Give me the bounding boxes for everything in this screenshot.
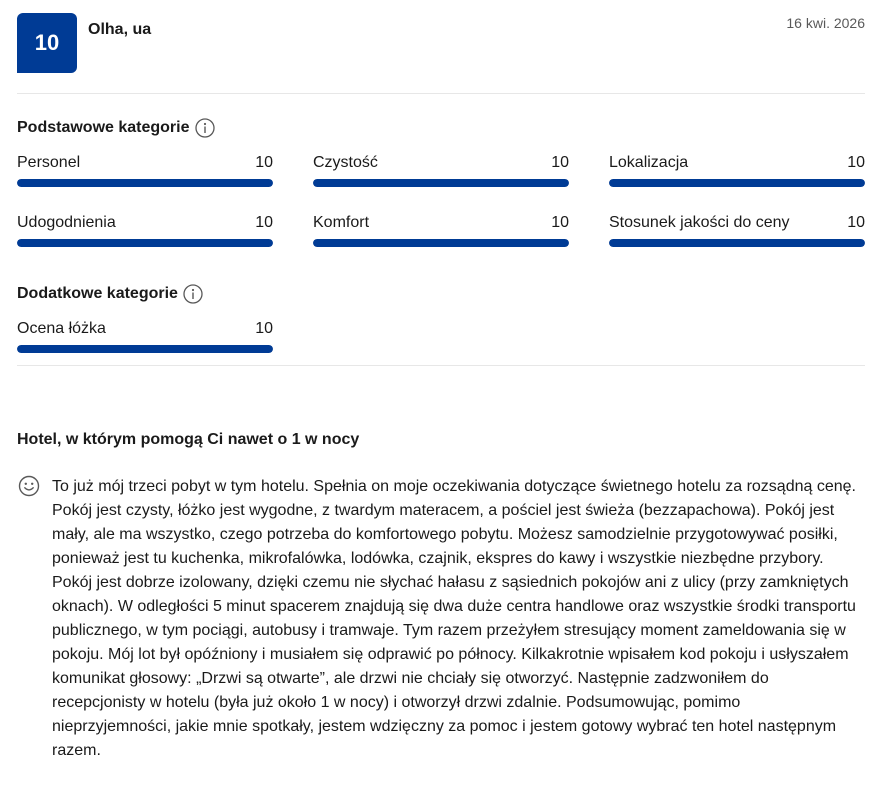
category-bar: [17, 179, 273, 187]
category-bar: [17, 239, 273, 247]
category-label: Udogodnienia: [17, 214, 116, 231]
category-bar: [313, 179, 569, 187]
category-bar: [17, 345, 273, 353]
category-komfort: [313, 213, 569, 247]
review-score-badge: 10: [17, 13, 77, 73]
categories-divider: [17, 365, 865, 366]
category-score: 10: [255, 214, 273, 231]
category-bar-fill: [313, 179, 569, 187]
category-lokalizacja: [609, 153, 865, 187]
extra-categories-title: Dodatkowe kategorie: [17, 285, 178, 302]
category-score: 10: [255, 320, 273, 337]
category-label: Ocena łóżka: [17, 320, 106, 337]
category-score: 10: [551, 154, 569, 171]
category-bar: [609, 179, 865, 187]
category-bar-fill: [609, 179, 865, 187]
category-score: 10: [847, 154, 865, 171]
category-bar-fill: [17, 345, 273, 353]
category-personel: [17, 153, 273, 187]
basic-categories-title: Podstawowe kategorie: [17, 119, 190, 136]
category-label: Personel: [17, 154, 81, 171]
category-bar-fill: [17, 239, 273, 247]
category-bar: [609, 239, 865, 247]
category-score: 10: [551, 214, 569, 231]
category-value-for-money: [609, 213, 865, 247]
category-label: Lokalizacja: [609, 154, 689, 171]
reviewer-name[interactable]: Olha, ua: [88, 21, 152, 38]
category-bed-rating: [17, 319, 273, 353]
category-score: 10: [847, 214, 865, 231]
review-title: Hotel, w którym pomogą Ci nawet o 1 w nocy: [17, 431, 360, 448]
extra-categories-heading: [17, 284, 203, 304]
category-label: Stosunek jakości do ceny: [609, 214, 790, 231]
category-bar: [313, 239, 569, 247]
review-text: To już mój trzeci pobyt w tym hotelu. Spełnia on moje oczekiwania dotyczące świetnego hotelu za rozsądną cenę. Pokój jest czysty, łóżko jest wygodne, z twardym materacem, a pościel jest świeża (bezzapachowa). Pokój jest mały, ale ma wszystko, czego potrzeba do komfortowego pobytu. Możesz samodzielnie przygotowywać posiłki, ponieważ jest tu kuchenka, mikrofalówka, lodówka, czajnik, ekspres do kawy i wszystkie niezbędne przybory. Pokój jest dobrze izolowany, dzięki czemu nie słychać hałasu z sąsiednich pokojów ani z ulicy (przy zamkniętych oknach). W odległości 5 minut spacerem znajdują się dwa duże centra handlowe oraz wszystkie środki transportu publicznego, w tym pociągi, autobusy i tramwaje. Tym razem przeżyłem stresujący moment zameldowania się w pokoju. Mój lot był opóźniony i musiałem się odprawić po północy. Kilkakrotnie wpisałem kod pokoju i usłyszałem komunikat głosowy: „Drzwi są otwarte”, ale drzwi nie chciały się otworzyć. Następnie zadzwoniłem do recepcjonisty w hotelu (była już około 1 w nocy) i otworzył drzwi zdalnie. Podsumowując, pomimo nieprzyjemności, jakie mnie spotkały, jestem wdzięczny za pomoc i jestem gotowy wybrać ten hotel następnym razem.: [52, 478, 856, 759]
category-czystosc: [313, 153, 569, 187]
category-score: 10: [255, 154, 273, 171]
review-date: 16 kwi. 2026: [786, 15, 865, 31]
category-label: Czystość: [313, 154, 378, 171]
category-bar-fill: [609, 239, 865, 247]
category-label: Komfort: [313, 214, 370, 231]
category-bar-fill: [313, 239, 569, 247]
basic-categories-heading: [17, 118, 215, 138]
smile-icon: [18, 475, 40, 497]
category-udogodnienia: [17, 213, 273, 247]
category-bar-fill: [17, 179, 273, 187]
info-icon[interactable]: [195, 118, 215, 138]
info-icon[interactable]: [183, 284, 203, 304]
header-divider: [17, 93, 865, 94]
